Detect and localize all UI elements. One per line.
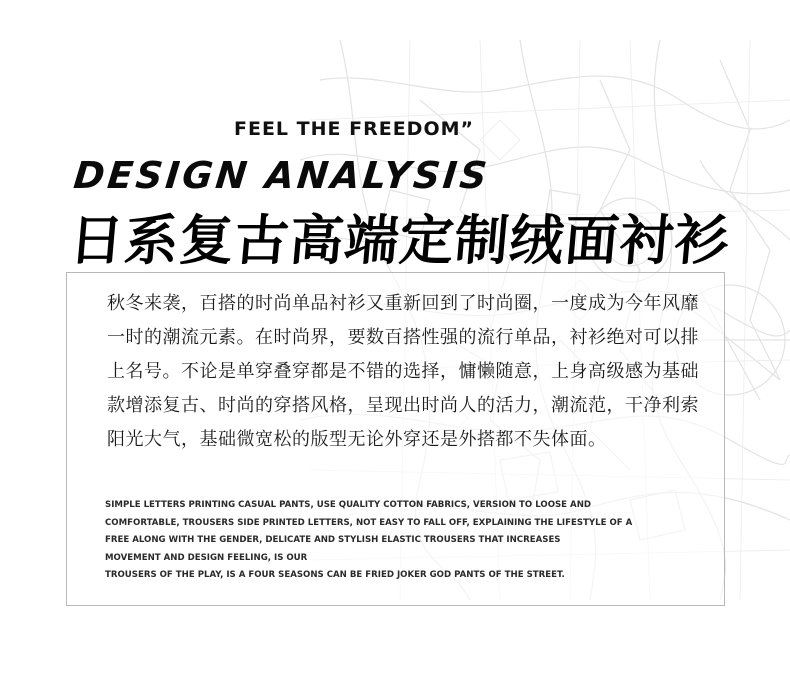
- description-english-line: TROUSERS OF THE PLAY, IS A FOUR SEASONS CAN BE FRIED JOKER GOD PANTS OF THE STREET.: [105, 570, 565, 580]
- description-english-line: COMFORTABLE, TROUSERS SIDE PRINTED LETTERS, NOT EASY TO FALL OFF, EXPLAINING THE LIFESTYLE OF A: [105, 517, 633, 528]
- description-box: [66, 272, 725, 606]
- description-english-line: SIMPLE LETTERS PRINTING CASUAL PANTS, USE QUALITY COTTON FABRICS, VERSION TO LOOSE AND: [105, 500, 592, 510]
- description-english: [105, 497, 705, 585]
- tagline: FEEL THE FREEDOM”: [234, 118, 474, 140]
- description-chinese: 秋冬来袭，百搭的时尚单品衬衫又重新回到了时尚圈，一度成为今年风靡一时的潮流元素。在时尚界，要数百搭性强的流行单品，衬衫绝对可以排上名号。不论是单穿叠穿都是不错的选择，慵懒随意，上身高级感为基础款增添复古、时尚的穿搭风格，呈现出时尚人的活力，潮流范，干净利索阳光大气，基础微宽松的版型无论外穿还是外搭都不失体面。: [107, 293, 699, 450]
- headline-english: DESIGN ANALYSIS: [71, 154, 492, 197]
- description-english-line: MOVEMENT AND DESIGN FEELING, IS OUR: [105, 552, 308, 563]
- description-english-line: FREE ALONG WITH THE GENDER, DELICATE AND STYLISH ELASTIC TROUSERS THAT INCREASES: [105, 535, 561, 545]
- headline-chinese: 日系复古高端定制绒面衬衫: [66, 209, 733, 272]
